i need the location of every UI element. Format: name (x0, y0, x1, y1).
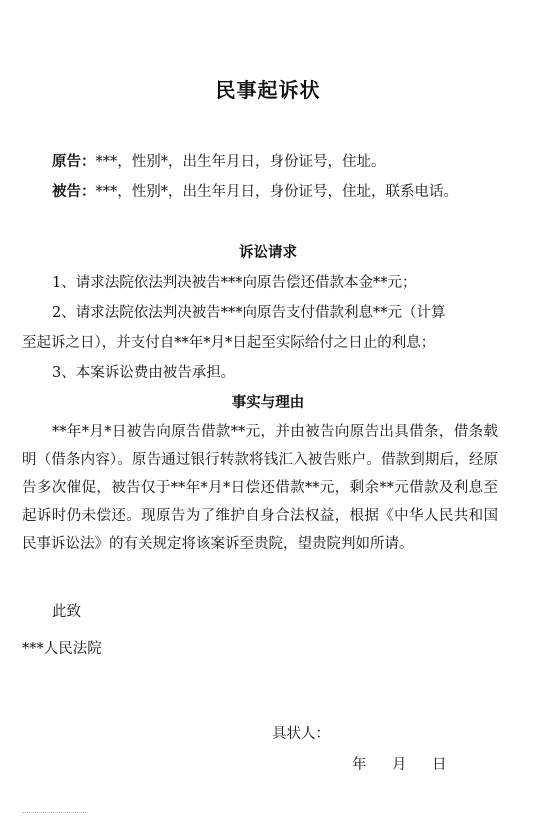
page-bottom-divider (22, 812, 88, 814)
date-month-label: 月 (392, 757, 407, 773)
closing-text: 此致 (52, 604, 81, 620)
facts-heading: 事实与理由 (231, 394, 305, 411)
facts-paragraph: **年*月*日被告向原告借款**元，并由被告向原告出具借条，借条载明（借条内容）。原告通过银行转款将钱汇入被告账户。借款到期后，经原告多次催促，被告仅于**年*月*日偿还借款**元，剩余**元借款及利息至起诉时仍未偿还。现原告为了维护自身合法权益，根据《中华人民共和国民事诉讼法》的有关规定将该案诉至贵院，望贵院判如所请。 (22, 424, 498, 552)
signer-label: 具状人： (272, 726, 330, 742)
claim-item-2-line-1: 2、请求法院依法判决被告***向原告支付借款利息**元（计算 (52, 305, 446, 321)
court-name: ***人民法院 (22, 641, 102, 657)
plaintiff-label: 原告： (52, 153, 96, 170)
defendant-label: 被告： (52, 183, 96, 200)
claim-item-3: 3、本案诉讼费由被告承担。 (52, 365, 236, 381)
claim-item-2-line-2: 至起诉之日），并支付自**年*月*日起至实际给付之日止的利息； (22, 335, 436, 351)
defendant-info: ***，性别*，出生年月日，身份证号，住址，联系电话。 (95, 184, 458, 200)
claim-item-1: 1、请求法院依法判决被告***向原告偿还借款本金**元； (52, 275, 417, 291)
defendant-line (52, 180, 458, 201)
date-year-label: 年 (352, 757, 367, 773)
date-day-label: 日 (432, 757, 447, 773)
plaintiff-info: ***，性别*，出生年月日，身份证号，住址。 (95, 154, 386, 170)
claims-heading: 诉讼请求 (239, 244, 297, 261)
document-title: 民事起诉状 (215, 78, 321, 102)
plaintiff-line (52, 150, 386, 171)
